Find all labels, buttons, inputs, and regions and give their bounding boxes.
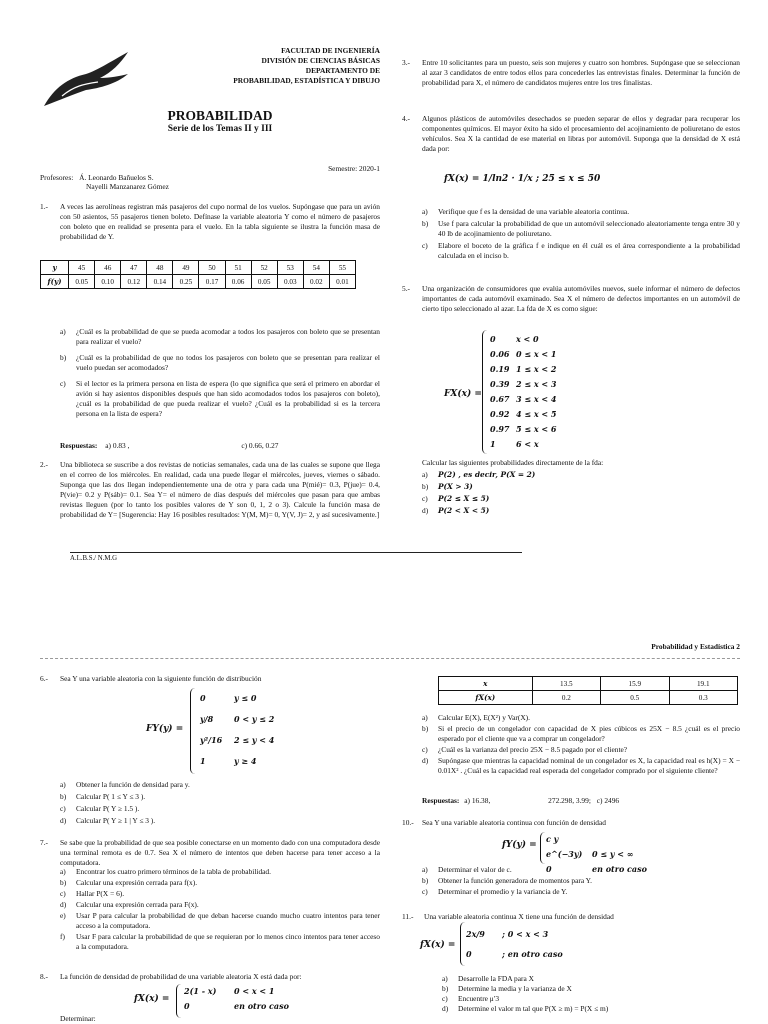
problem-1-text: A veces las aerolíneas registran más pasajeros del cupo normal de los vuelos. Supóngase que para un avión con 50 asientos, 55 pasajeros tienen boleto. Defínase la variable aleatoria Y como el número de pasajeros con boleto que en realidad se presenta para el vuelo. En la tabla siguiente se ilustra la función masa de probabilidad de Y. xyxy=(60,202,380,241)
problem-7b: Calcular una expresión cerrada para f(x). xyxy=(76,878,198,887)
problem-4b: Use f para calcular la probabilidad de que un automóvil seleccionado aleatoriamente tenga entre 30 y 40 lb de acojinamiento de poliuretano. xyxy=(438,219,740,238)
answers-label: Respuestas: xyxy=(60,441,98,450)
fda-case-7: 1 6 < x xyxy=(490,439,539,449)
problem-5-text: Una organización de consumidores que evalúa automóviles nuevos, suele informar el número de defectos importantes de cada automóvil examinado. Sea X el número de defectos importantes en un automóvil de cierto tipo seleccionado al azar. La fda de X es como sigue: xyxy=(422,284,740,313)
answer-9a: a) 16.38, xyxy=(464,796,491,805)
fda-case-1: 0.06 0 ≤ x < 1 xyxy=(490,349,557,359)
problem-11c: Encuentre μ′3 xyxy=(458,994,500,1003)
problem-6-text: Sea Y una variable aleatoria con la siguiente función de distribución xyxy=(60,674,262,683)
problem-10b: Obtener la función generadora de momentos para Y. xyxy=(438,876,592,885)
problem-5-number: 5.- xyxy=(402,284,411,293)
table-cell: 0.12 xyxy=(121,275,147,289)
problem-9b: Si el precio de un congelador con capacidad de X pies cúbicos es 25X − 8.5 ¿cuál es el precio esperado por el cliente que va a comprar un congelador? xyxy=(438,724,740,743)
freezer-x-header: x xyxy=(439,677,533,691)
area-name: PROBABILIDAD, ESTADÍSTICA Y DIBUJO xyxy=(233,76,380,85)
freezer-table xyxy=(438,676,738,705)
fdy-case-0: 0 y ≤ 0 xyxy=(200,693,257,703)
problem-5c: P(2 ≤ X ≤ 5) xyxy=(438,494,490,503)
fdx8-case-0: 2(1 - x) 0 < x < 1 xyxy=(184,986,275,996)
table-cell: 51 xyxy=(225,261,251,275)
problem-1b: ¿Cuál es la probabilidad de que no todos los pasajeros con boleto que se presentan para realizar el vuelo puedan ser acomodados? xyxy=(76,353,380,372)
fda-case-4: 0.67 3 ≤ x < 4 xyxy=(490,394,557,404)
table-cell: 0.01 xyxy=(329,275,355,289)
table-cell: 15.9 xyxy=(601,677,669,691)
problem-2-number: 2.- xyxy=(40,460,49,469)
fda-brace xyxy=(482,330,487,454)
table-cell: 0.03 xyxy=(277,275,303,289)
table-cell: 53 xyxy=(277,261,303,275)
problem-1c: Si el lector es la primera persona en lista de espera (lo que significa que será el primero en abordar el avión si hay asientos disponibles después que han sido acomodados todos los pasajeros con boleto), ¿cuál es la probabilidad de que pueda realizar el vuelo? ¿Cuál es la probabilidad si es la tercera persona en la lista de espera? xyxy=(76,379,380,418)
problem-7f: Usar F para calcular la probabilidad de que se requieran por lo menos cinco intentos para tener acceso a la computadora. xyxy=(76,932,380,951)
table-cell: 0.2 xyxy=(532,691,600,705)
problem-3-text: Entre 10 solicitantes para un puesto, seis son mujeres y cuatro son hombres. Supóngase que se seleccionan al azar 3 candidatos de entre todos ellos para concederles las entrevistas finales. Determinar la función de probabilidad para X, el número de candidatos mujeres entre los tres finalistas. xyxy=(422,58,740,87)
table-cell: 0.17 xyxy=(199,275,225,289)
fdx8-case-1: 0 en otro caso xyxy=(184,1001,289,1011)
problem-7e: Usar P para calcular la probabilidad de que deban hacerse cuando mucho cuatro intentos para tener acceso a la computadora. xyxy=(76,911,380,930)
problem-5d: P(2 < X < 5) xyxy=(438,506,490,515)
table-cell: 0.25 xyxy=(173,275,199,289)
problem-6b: Calcular P( 1 ≤ Y ≤ 3 ). xyxy=(76,792,146,801)
table-header-y: y xyxy=(41,261,69,275)
table-cell: 0.05 xyxy=(69,275,95,289)
fdx8-brace xyxy=(176,984,181,1018)
table-cell: 19.1 xyxy=(669,677,738,691)
fda-instruction: Calcular las siguientes probabilidades directamente de la fda: xyxy=(422,458,604,467)
university-logo xyxy=(40,48,132,110)
fdx11-lhs: fX(x) = xyxy=(420,940,456,950)
pmf-table xyxy=(40,260,356,289)
fdy10-lhs: fY(y) = xyxy=(502,840,537,850)
problem-7-text: Se sabe que la probabilidad de que sea posible conectarse en un momento dado con una computadora desde una terminal remota es de 0.7. Sea X el número de intentos que deben hacerse para tener acceso a la computadora. xyxy=(60,838,380,867)
semester: Semestre: 2020-1 xyxy=(328,164,380,173)
answer-9mid: 272.298, 3.99; xyxy=(548,796,591,805)
problem-6-number: 6.- xyxy=(40,674,49,683)
table-cell: 45 xyxy=(69,261,95,275)
problem-7a: Encontrar los cuatro primero términos de la tabla de probabilidad. xyxy=(76,867,271,876)
table-cell: 13.5 xyxy=(532,677,600,691)
page-2-header: Probabilidad y Estadística 2 xyxy=(651,642,740,651)
professor-1: Á. Leonardo Bañuelos S. xyxy=(79,173,154,182)
problem-6d: Calcular P( Y ≥ 1 | Y ≤ 3 ). xyxy=(76,816,156,825)
table-header-fy: f(y) xyxy=(41,275,69,289)
problem-10c: Determinar el promedio y la variancia de Y. xyxy=(438,887,568,896)
problem-4a: Verifique que f es la densidad de una variable aleatoria continua. xyxy=(438,207,630,216)
fdx8-lhs: fX(x) = xyxy=(134,994,170,1004)
fdx11-case-0: 2x/9 ; 0 < x < 3 xyxy=(466,929,549,939)
problem-11-number: 11.- xyxy=(402,912,414,921)
table-cell: 47 xyxy=(121,261,147,275)
problem-9d: Supóngase que mientras la capacidad nominal de un congelador es X, la capacidad real es h(X) = X − 0.01X² . ¿Cuál es la capacidad real esperada del congelador comprado por el siguiente cliente? xyxy=(438,756,740,775)
problem-4-text: Algunos plásticos de automóviles desechados se pueden separar de ellos y degradar para recuperar los componentes químicos. El mayor éxito ha sido el procesamiento del acojinamiento de poliuretano de estos vehículos. Sea X la cantidad de ese material en libras por automóvil. Suponga que la densidad de X está dada por: xyxy=(422,114,740,153)
problem-7d: Calcular una expresión cerrada para F(x). xyxy=(76,900,199,909)
faculty-name: FACULTAD DE INGENIERÍA xyxy=(281,46,380,55)
department-name: DEPARTAMENTO DE xyxy=(305,66,380,75)
problem-6a: Obtener la función de densidad para y. xyxy=(76,780,190,789)
problem-11-text: Una variable aleatoria continua X tiene una función de densidad xyxy=(424,912,614,921)
fdy10-case-0: c y e^(−3y) 0 ≤ y < ∞ xyxy=(546,834,634,859)
problem-9c: ¿Cuál es la varianza del precio 25X − 8.5 pagado por el cliente? xyxy=(438,745,628,754)
table-cell: 52 xyxy=(251,261,277,275)
fda-case-0: 0 x < 0 xyxy=(490,334,539,344)
problem-9a: Calcular E(X), E(X²) y Var(X). xyxy=(438,713,530,722)
problem-5a: P(2) , es decir, P(X = 2) xyxy=(438,470,536,479)
problem-8-determine: Determinar: xyxy=(60,1014,96,1023)
problem-7-number: 7.- xyxy=(40,838,49,847)
fdy-case-1: y/8 0 < y ≤ 2 xyxy=(200,714,275,724)
footer-rule xyxy=(70,552,522,553)
problem-5b: P(X > 3) xyxy=(438,482,473,491)
formula-4: fX(x) = 1/ln2 · 1/x ; 25 ≤ x ≤ 50 xyxy=(444,174,601,184)
footer-initials: A.L.B.S./ N.M.G xyxy=(70,555,118,562)
page-subtitle: Serie de los Temas II y III xyxy=(167,124,273,134)
problem-7c: Hallar P(X = 6). xyxy=(76,889,125,898)
problem-1-number: 1.- xyxy=(40,202,49,211)
page-title: PROBABILIDAD xyxy=(167,108,273,123)
problem-11a: Desarrolle la FDA para X xyxy=(458,974,534,983)
table-cell: 54 xyxy=(303,261,329,275)
table-cell: 48 xyxy=(147,261,173,275)
fda-lhs: FX(x) = xyxy=(444,389,482,399)
fda-case-6: 0.97 5 ≤ x < 6 xyxy=(490,424,557,434)
problem-8-number: 8.- xyxy=(40,972,49,981)
table-cell: 46 xyxy=(95,261,121,275)
fdx11-brace xyxy=(460,922,465,966)
table-cell: 50 xyxy=(199,261,225,275)
answer-1a: a) 0.83 , xyxy=(105,441,130,450)
problem-10a: Determinar el valor de c. xyxy=(438,865,512,874)
answer-1c: c) 0.66, 0.27 xyxy=(241,441,279,450)
problem-1a: ¿Cuál es la probabilidad de que se pueda acomodar a todos los pasajeros con boleto que se presentan para realizar el vuelo? xyxy=(76,327,380,346)
answer-9c: c) 2496 xyxy=(596,796,620,805)
division-name: DIVISIÓN DE CIENCIAS BÁSICAS xyxy=(261,56,380,65)
fdx11-case-1: 0 ; en otro caso xyxy=(466,949,563,959)
problem-8-text: La función de densidad de probabilidad de una variable aleatoria X está dada por: xyxy=(60,972,302,981)
answers-label-9: Respuestas: xyxy=(422,796,460,805)
fda-case-3: 0.39 2 ≤ x < 3 xyxy=(490,379,557,389)
table-cell: 0.06 xyxy=(225,275,251,289)
page-divider xyxy=(40,658,740,659)
table-cell: 49 xyxy=(173,261,199,275)
problem-10-number: 10.- xyxy=(402,818,414,827)
professors-label: Profesores: xyxy=(40,173,74,182)
problem-11d: Determine el valor m tal que P(X ≥ m) = P(X ≤ m) xyxy=(458,1004,609,1013)
problem-11b: Determine la media y la varianza de X xyxy=(458,984,572,993)
table-cell: 0.02 xyxy=(303,275,329,289)
problem-10-text: Sea Y una variable aleatoria continua con función de densidad xyxy=(422,818,606,827)
fdy10-brace xyxy=(540,832,545,864)
table-cell: 0.3 xyxy=(669,691,738,705)
freezer-f-header: fX(x) xyxy=(439,691,533,705)
table-cell: 0.5 xyxy=(601,691,669,705)
problem-3-number: 3.- xyxy=(402,58,411,67)
fda-case-5: 0.92 4 ≤ x < 5 xyxy=(490,409,557,419)
fdy-lhs: FY(y) = xyxy=(146,724,184,734)
fda-case-2: 0.19 1 ≤ x < 2 xyxy=(490,364,557,374)
fdy-brace xyxy=(190,688,195,774)
professor-2: Nayelli Manzanarez Gómez xyxy=(86,182,169,191)
fdy10-case-1: 0 en otro caso xyxy=(546,864,647,874)
table-cell: 55 xyxy=(329,261,355,275)
table-cell: 0.14 xyxy=(147,275,173,289)
fdy-case-2: y²/16 2 ≤ y < 4 xyxy=(200,735,275,745)
problem-4-number: 4.- xyxy=(402,114,411,123)
table-cell: 0.10 xyxy=(95,275,121,289)
problem-6c: Calcular P( Y ≥ 1.5 ). xyxy=(76,804,140,813)
problem-2-text: Una biblioteca se suscribe a dos revistas de noticias semanales, cada una de las cuales se supone que llega en el correo de los miércoles. En realidad, cada una puede llegar el miércoles, jueves, viernes o sábado. Suponga que las dos llegan independientemente una de otra y para cada una P(mié)= 0.3, P(jue)= 0.4, P(vie)= 0.2 y P(sáb)= 0.1. Sea Y= el número de días después del miércoles que pasan para que ambas revistas lleguen (por lo tanto los posibles valores de Y son 0, 1, 2 o 3). Calcule la función masa de probabilidad de Y= [Sugerencia: Hay 16 posibles resultados: Y(M, M)= 0, Y(V, J)= 2, y así sucesivamente.] xyxy=(60,460,380,519)
fdy-case-3: 1 y ≥ 4 xyxy=(200,756,257,766)
problem-4c: Elabore el boceto de la gráfica f e indique en él cuál es el área correspondiente a la probabilidad calculada en el inciso b. xyxy=(438,241,740,260)
table-cell: 0.05 xyxy=(251,275,277,289)
